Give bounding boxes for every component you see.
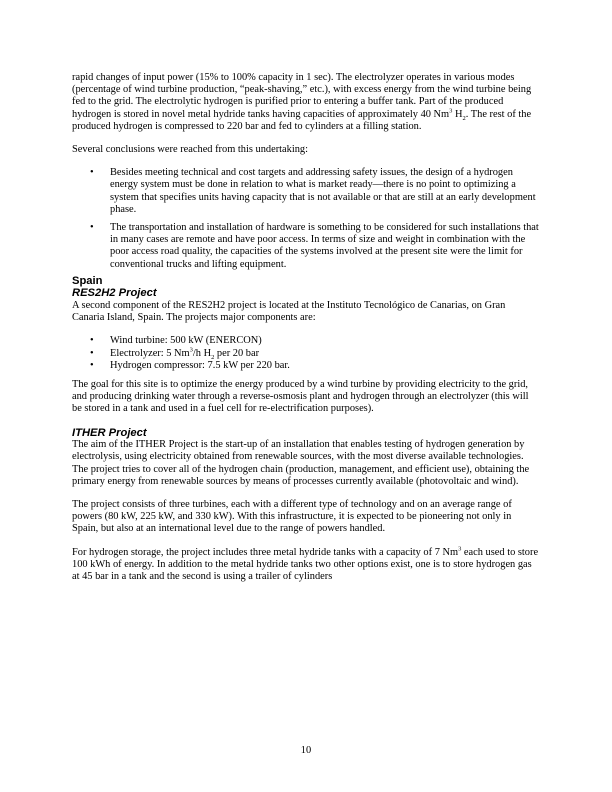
paragraph-ither-turbines: The project consists of three turbines, each with a different type of technology and on an average range of powers (80 kW, 225 kW, and 330 kW). With this infrastructure, it is expected to be pioneering not only in Spain, but also at an international level due to the range of powers handled. bbox=[72, 499, 512, 535]
components-list bbox=[72, 335, 540, 372]
heading-res2h2: RES2H2 Project bbox=[72, 287, 157, 300]
list-item-text: Electrolyzer: 5 Nm bbox=[110, 347, 190, 359]
conclusions-list bbox=[72, 167, 540, 271]
text-run: For hydrogen storage, the project includes three metal hydride tanks with a capacity of 7 Nm bbox=[72, 546, 459, 558]
paragraph-intro bbox=[72, 72, 540, 133]
document-page bbox=[72, 72, 540, 583]
subscript: 2 bbox=[211, 353, 215, 361]
text-run: . The rest of the produced hydrogen is compressed to 220 bar and fed to cylinders at a filling station. bbox=[72, 108, 532, 132]
paragraph-conclusions: Several conclusions were reached from this undertaking: bbox=[72, 144, 309, 156]
list-item bbox=[90, 222, 540, 271]
heading-spain: Spain bbox=[72, 274, 103, 287]
list-item-text: Besides meeting technical and cost targets and addressing safety issues, the design of a hydrogen energy system must be done in relation to what is market ready—there is no point to optimizing a system that specifies units having capacity that is not available or that are still at an early development phase. bbox=[110, 167, 536, 215]
bullet-icon: • bbox=[90, 335, 94, 347]
superscript: 3 bbox=[189, 346, 193, 354]
subscript: 2 bbox=[462, 114, 466, 122]
list-item-text: Wind turbine: 500 kW (ENERCON) bbox=[110, 335, 262, 347]
list-item-text: /h H bbox=[192, 347, 212, 359]
bullet-icon: • bbox=[90, 167, 94, 179]
text-run: each used to store 100 kWh of energy. In addition to the metal hydride tanks two other options exist, one is to store hydrogen gas at 45 bar in a tank and the second is using a trailer of cylinders bbox=[72, 546, 539, 583]
bullet-icon: • bbox=[90, 222, 94, 234]
bullet-icon: • bbox=[90, 359, 94, 371]
paragraph-ither-aim: The aim of the ITHER Project is the start-up of an installation that enables testing of hydrogen generation by electrolysis, using electricity obtained from renewable sources, with the most diverse available technologies. The project tries to cover all of the hydrogen chain (production, management, and efficient use), obtaining the primary energy from renewable sources by means of processes currently available (photovoltaic and wind). bbox=[72, 439, 530, 487]
bullet-icon: • bbox=[90, 347, 94, 359]
heading-ither: ITHER Project bbox=[72, 426, 147, 439]
list-item-text: per 20 bar bbox=[214, 347, 260, 359]
list-item bbox=[90, 360, 540, 372]
text-run: rapid changes of input power (15% to 100% capacity in 1 sec). The electrolyzer operates in various modes (percentage of wind turbine production, “peak-shaving,” etc.), with excess energy from the wind turbine being fed to the grid. The electrolytic hydrogen is purified prior to entering a buffer tank. Part of the produced hydrogen is stored in novel metal hydride tanks having capacities of approximately 40 Nm bbox=[72, 72, 532, 120]
list-item bbox=[90, 348, 540, 360]
superscript: 3 bbox=[449, 107, 453, 115]
text-run: H bbox=[452, 108, 463, 120]
list-item-text: The transportation and installation of hardware is something to be considered for such installations that in many cases are remote and have poor access. In terms of size and weight in combination with the poor access road quality, the capacities of the systems involved at the present site were the limit for conventional trucks and lifting equipment. bbox=[110, 222, 539, 270]
list-item bbox=[90, 335, 540, 347]
paragraph-ither-storage bbox=[72, 547, 540, 584]
list-item-text: Hydrogen compressor: 7.5 kW per 220 bar. bbox=[110, 359, 290, 371]
superscript: 3 bbox=[458, 545, 462, 553]
page-number: 10 bbox=[300, 745, 312, 756]
paragraph-res2h2: A second component of the RES2H2 project is located at the Instituto Tecnológico de Canarias, on Gran Canaria Island, Spain. The projects major components are: bbox=[72, 300, 506, 324]
list-item bbox=[90, 167, 540, 216]
paragraph-goal: The goal for this site is to optimize the energy produced by a wind turbine by providing electricity to the grid, and producing drinking water through a reverse-osmosis plant and hydrogen through an electrolyzer (this will be stored in a tank and used in a fuel cell for re-electrification purposes). bbox=[72, 379, 529, 415]
